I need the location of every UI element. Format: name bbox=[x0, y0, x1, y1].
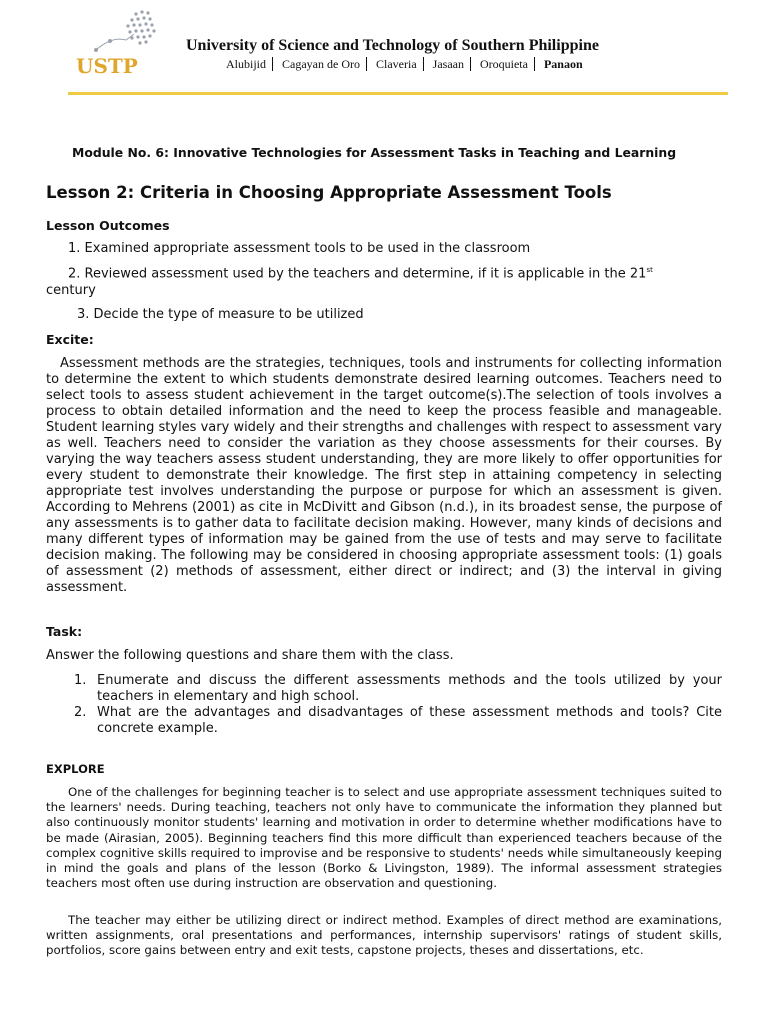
university-name: University of Science and Technology of Southern Philippine bbox=[186, 37, 599, 54]
explore-paragraph bbox=[46, 913, 722, 959]
explore-heading: EXPLORE bbox=[46, 762, 105, 776]
lesson-title: Lesson 2: Criteria in Choosing Appropriate Assessment Tools bbox=[46, 183, 612, 202]
excite-heading: Excite: bbox=[46, 332, 94, 347]
outcome-item bbox=[68, 266, 653, 281]
campus-item: Alubijid bbox=[226, 57, 267, 71]
module-title: Module No. 6: Innovative Technologies for Assessment Tasks in Teaching and Learning bbox=[72, 145, 677, 160]
task-heading: Task: bbox=[46, 624, 83, 639]
explore-paragraph bbox=[46, 785, 722, 891]
outcome-item-text: 2. Reviewed assessment used by the teachers and determine, if it is applicable in the 21 bbox=[68, 266, 647, 282]
campus-item: Panaon bbox=[543, 57, 583, 71]
task-item-number: 2. bbox=[74, 705, 87, 720]
excite-paragraph-text: Assessment methods are the strategies, techniques, tools and instruments for collecting information to determine the extent to which students demonstrate desired learning outcomes. Teachers need to select tools to assess student achievement in the target outcome(s).The selection of tools involves a process to obtain detailed information and the need to keep the process feasible and manageable. Student learning styles vary widely and their strengths and challenges with respect to assessment vary as well. Teachers need to consider the variation as they choose assessments for their courses. By varying the way teachers assess student understanding, they are more likely to offer opportunities for every student to demonstrate their knowledge. The first step in attaining competency in selecting appropriate test involves understanding the purpose or purpose for which an assessment is given. According to Mehrens (2001) as cite in McDivitt and Gibson (n.d.), in its broadest sense, the purpose of any assessments is to gather data to facilitate decision making. However, many kinds of decisions and many different types of information may be gained from the use of tests and may serve to facilitate decision making. The following may be considered in choosing appropriate assessment tools: (1) goals of assessment (2) methods of assessment, either direct or indirect; and (3) the interval in giving assessment. bbox=[46, 356, 722, 595]
explore-paragraph-text: One of the challenges for beginning teacher is to select and use appropriate assessment techniques suited to the learners' needs. During teaching, teachers not only have to communicate the information they planned but also continuously monitor students' learning and motivation in order to determine whether modifications have to be made (Airasian, 2005). Beginning teachers find this more difficult than experienced teachers because of the complex cognitive skills required to improvise and be responsive to students' needs while simultaneously keeping in mind the goals and plans of the lesson (Borko & Livingston, 1989). The informal assessment strategies teachers most often use during instruction are observation and questioning. bbox=[46, 785, 722, 891]
task-item-text: Enumerate and discuss the different assessments methods and the tools utilized by your teachers in elementary and high school. bbox=[97, 673, 722, 704]
task-intro: Answer the following questions and share them with the class. bbox=[46, 648, 454, 663]
task-item-number: 1. bbox=[74, 673, 87, 688]
campus-item: Jasaan bbox=[432, 57, 464, 71]
campus-list bbox=[222, 57, 587, 72]
outcome-item: 3. Decide the type of measure to be utilized bbox=[77, 307, 364, 322]
campus-item: Claveria bbox=[376, 57, 417, 71]
campus-item: Oroquieta bbox=[479, 57, 528, 71]
outcomes-heading: Lesson Outcomes bbox=[46, 218, 170, 233]
campus-item: Cagayan de Oro bbox=[282, 57, 360, 71]
outcome-item-sup: st bbox=[646, 266, 653, 274]
excite-paragraph bbox=[46, 356, 722, 596]
outcome-item-continued: century bbox=[46, 283, 96, 298]
explore-paragraph-text: The teacher may either be utilizing direct or indirect method. Examples of direct method are examinations, written assignments, oral presentations and performances, internship supervisors' ratings of student skills, portfolios, score gains between entry and exit tests, capstone projects, theses and dissertations, etc. bbox=[46, 913, 722, 958]
task-item-text: What are the advantages and disadvantages of these assessment methods and tools? Cite concrete example. bbox=[97, 705, 722, 736]
header-divider bbox=[68, 92, 728, 95]
task-item bbox=[46, 673, 722, 705]
task-list bbox=[46, 673, 722, 737]
outcome-item: 1. Examined appropriate assessment tools to be used in the classroom bbox=[68, 241, 531, 256]
logo-text: USTP bbox=[76, 54, 138, 78]
task-item bbox=[46, 705, 722, 737]
